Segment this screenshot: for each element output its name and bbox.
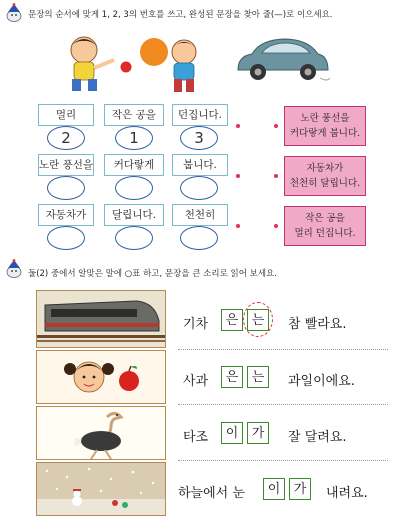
mascot-icon (4, 3, 24, 23)
connector-dot[interactable] (274, 174, 278, 178)
answer-box (284, 206, 366, 246)
train-picture (36, 290, 166, 348)
choice-box[interactable]: 는 (247, 309, 269, 331)
snow-picture (36, 462, 166, 516)
sentence-before: 타조 (183, 430, 209, 445)
dotted-divider (178, 404, 388, 405)
answer-line: 자동차가 (306, 163, 344, 174)
number-oval[interactable]: 2 (47, 126, 85, 150)
word-box: 천천히 (172, 204, 228, 226)
girl-apple-picture (36, 350, 166, 404)
train-icon (37, 291, 165, 347)
number-oval[interactable]: 3 (180, 126, 218, 150)
choice-box[interactable]: 가 (247, 422, 269, 444)
car-illustration (232, 34, 332, 86)
number-oval[interactable] (180, 176, 218, 200)
dotted-divider (178, 349, 388, 350)
word-box: 자동차가 (38, 204, 94, 226)
sentence-before: 기차 (183, 317, 209, 332)
connector-dot[interactable] (236, 124, 240, 128)
section-1 (0, 0, 400, 250)
sentence-after: 내려요. (326, 486, 368, 501)
choice-box[interactable]: 은 (221, 309, 243, 331)
ostrich-picture (36, 406, 166, 460)
answer-line: 천천히 달립니다. (289, 178, 361, 189)
dotted-divider (178, 460, 388, 461)
word-box: 커다랗게 (104, 154, 164, 176)
kids-playing-illustration (44, 30, 214, 96)
sentence-after: 잘 달려요. (288, 430, 347, 445)
word-box: 달립니다. (104, 204, 164, 226)
sentence-before: 사과 (183, 374, 209, 389)
instruction-1: 문장의 순서에 맞게 1, 2, 3의 번호를 쓰고, 완성된 문장을 찾아 줄(—)로 이으세요. (28, 10, 333, 20)
choice-box[interactable]: 이 (221, 422, 243, 444)
sentence-after: 과일이에요. (288, 374, 355, 389)
word-box: 던집니다. (172, 104, 228, 126)
choice-box[interactable]: 는 (247, 366, 269, 388)
sentence-after: 참 빨라요. (288, 317, 347, 332)
answer-line: 노란 풍선을 (300, 113, 350, 124)
number-oval[interactable] (115, 176, 153, 200)
girl-apple-icon (37, 351, 165, 403)
connector-dot[interactable] (236, 174, 240, 178)
answer-box (284, 106, 366, 146)
answer-line: 멀리 던집니다. (294, 228, 356, 239)
connector-dot[interactable] (274, 124, 278, 128)
number-oval[interactable] (180, 226, 218, 250)
answer-box (284, 156, 366, 196)
choice-box[interactable]: 가 (289, 478, 311, 500)
instruction-2: 둘(2) 중에서 알맞은 말에 ○표 하고, 문장을 큰 소리로 읽어 보세요. (28, 269, 277, 279)
answer-line: 작은 공을 (305, 213, 345, 224)
number-oval[interactable] (47, 226, 85, 250)
word-box: 작은 공을 (104, 104, 164, 126)
word-box: 노란 풍선을 (38, 154, 94, 176)
sentence-before: 하늘에서 눈 (178, 486, 245, 501)
connector-dot[interactable] (236, 224, 240, 228)
choice-box[interactable]: 은 (221, 366, 243, 388)
number-oval[interactable] (115, 226, 153, 250)
word-box: 멀리 (38, 104, 94, 126)
answer-line: 커다랗게 붑니다. (289, 128, 361, 139)
snow-scene-icon (37, 463, 165, 515)
number-oval[interactable]: 1 (115, 126, 153, 150)
answer-circle-mark (243, 302, 273, 337)
connector-dot[interactable] (274, 224, 278, 228)
number-oval[interactable] (47, 176, 85, 200)
choice-box[interactable]: 이 (263, 478, 285, 500)
ostrich-icon (37, 407, 165, 459)
word-box: 붑니다. (172, 154, 228, 176)
mascot-icon (4, 259, 24, 279)
